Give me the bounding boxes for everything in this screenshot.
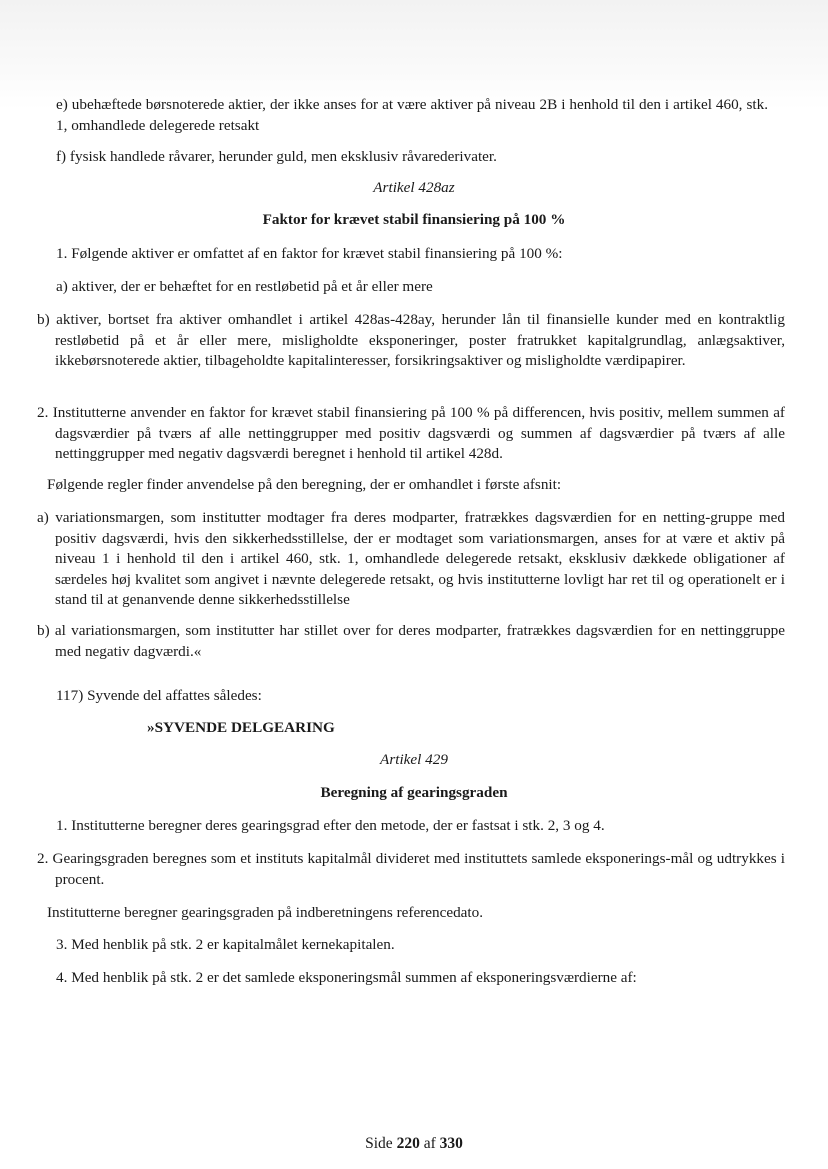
article-428az-heading: Faktor for krævet stabil finansiering på 100 %	[262, 211, 566, 228]
footer-page-number: 220	[396, 1135, 420, 1152]
article-429-paragraph-2-sub: Institutterne beregner gearingsgraden på indberetningens referencedato.	[47, 904, 484, 921]
item-e: e) ubehæftede børsnoterede aktier, der ikke anses for at være aktiver på niveau 2B i henhold til den i artikel 460, stk. 1, omhandlede delegerede retsakt	[56, 96, 768, 134]
paragraph-1b: b) aktiver, bortset fra aktiver omhandlet i artikel 428as-428ay, herunder lån til finansielle kunder med en kontraktlig restløbetid på et år eller mere, misligholdte eksponeringer, poster fratrukket kapitalgrundlag, anlægsaktiver, ikkebørsnoterede aktier, tilbageholdte kapitalinteresser, forsikringsaktiver og misligholdte værdipapirer.	[37, 311, 785, 370]
footer-prefix: Side	[365, 1135, 393, 1152]
rules-intro: Følgende regler finder anvendelse på den beregning, der er omhandlet i første afsnit:	[47, 476, 562, 493]
article-429-paragraph-2: 2. Gearingsgraden beregnes som et instituts kapitalmål divideret med instituttets samlede eksponerings-mål og udtrykkes i procent.	[37, 850, 785, 888]
article-428az-title: Artikel 428az	[373, 179, 455, 196]
item-f: f) fysisk handlede råvarer, herunder guld, men eksklusiv råvarederivater.	[56, 148, 497, 165]
amendment-117: 117) Syvende del affattes således:	[56, 687, 262, 704]
footer-of: af	[423, 1135, 436, 1152]
paragraph-2: 2. Institutterne anvender en faktor for krævet stabil finansiering på 100 % på differencen, hvis positiv, mellem summen af dagsværdier på tværs af alle nettinggrupper med positiv dagsværdi og summen af dagsværdier på tværs af alle nettinggrupper med negativ dagsværdi beregnet i henhold til artikel 428d.	[37, 404, 785, 463]
footer-total-pages: 330	[439, 1135, 463, 1152]
article-429-heading: Beregning af gearingsgraden	[320, 784, 508, 801]
rule-a: a) variationsmargen, som institutter modtager fra deres modparter, fratrækkes dagsværdien for en netting-gruppe med positiv dagsværdi, hvis den sikkerhedsstillelse, der er modtaget som variationsmargen, anses for at være et aktiv på niveau 1 i henhold til den i artikel 460, stk. 1, omhandlede delegerede retsakt, eksklusiv dækkede obligationer af særdeles høj kvalitet som angivet i nævnte delegerede retsakt, og hvis institutterne lovligt har ret til og operationelt er i stand til at genanvende denne sikkerhedsstillelse	[37, 509, 785, 609]
article-429-paragraph-4: 4. Med henblik på stk. 2 er det samlede eksponeringsmål summen af eksponeringsværdierne af:	[56, 969, 637, 986]
paragraph-1: 1. Følgende aktiver er omfattet af en faktor for krævet stabil finansiering på 100 %:	[56, 245, 563, 262]
page-footer	[0, 1135, 828, 1153]
rule-b: b) al variationsmargen, som institutter har stillet over for deres modparter, fratrækkes dagsværdien for en nettinggruppe med negativ dagværdi.«	[37, 622, 785, 660]
article-429-paragraph-3: 3. Med henblik på stk. 2 er kapitalmålet kernekapitalen.	[56, 936, 395, 953]
article-429-paragraph-1: 1. Institutterne beregner deres gearingsgrad efter den metode, der er fastsat i stk. 2, 3 og 4.	[56, 817, 605, 834]
paragraph-1a: a) aktiver, der er behæftet for en restløbetid på et år eller mere	[56, 278, 433, 295]
part-seven-heading: »SYVENDE DELGEARING	[147, 719, 335, 736]
article-429-title: Artikel 429	[380, 751, 448, 768]
